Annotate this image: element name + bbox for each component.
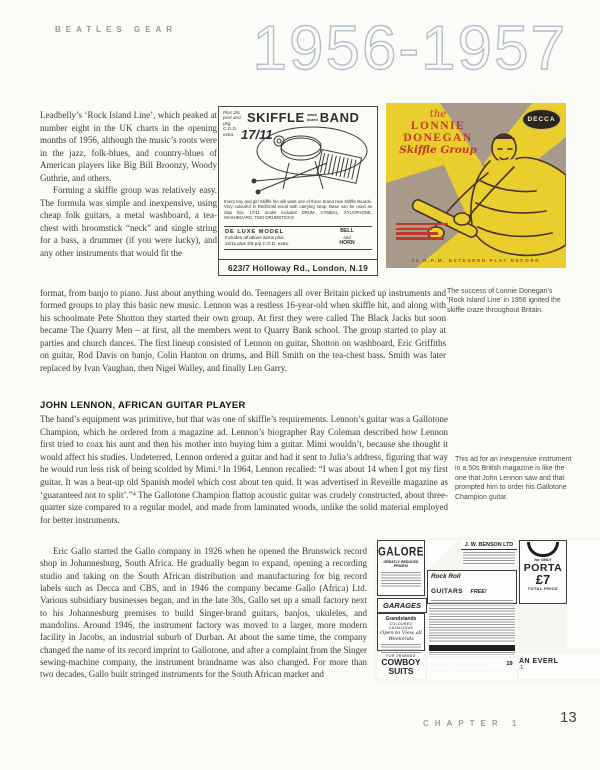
chapter-year-range: 1956-1957: [252, 14, 567, 83]
skiffle-ad-title-washboard: wash board: [306, 112, 318, 122]
collage-benson-ad: [461, 540, 517, 566]
sleeve-artist-last-name: DONEGAN: [403, 132, 473, 144]
decca-logo: DECCA: [522, 109, 561, 130]
paragraph-leadbelly: Leadbelly’s ‘Rock Island Line’, which peaked at number eight in the UK charts in the opening months of 1956, although the music’s roots were in the jazz, folk-blues, and country-blues of American players like Big Bill Broonzy, Woody Guthrie, and others.: [40, 110, 217, 183]
dark-headline-bar: [429, 645, 515, 651]
sleeve-artist-first-name: LONNIE: [410, 120, 466, 132]
porta-price: £7: [535, 572, 551, 587]
footer-chapter-label: CHAPTER 1: [423, 719, 523, 728]
donegan-record-sleeve: [386, 103, 566, 268]
everl-subline: .1.: [519, 665, 525, 671]
sleeve-track-list-lines: [396, 223, 448, 242]
collage-garages-ad: GARAGES: [377, 598, 427, 613]
body-column-narrow: [40, 109, 217, 260]
skiffle-ad-title-band: BAND: [319, 110, 360, 125]
stamp-collecting-label: STAMP COLLECTING: [430, 661, 487, 667]
collage-stamp-collecting-bar: [427, 658, 517, 670]
section-heading: JOHN LENNON, AFRICAN GUITAR PLAYER: [40, 400, 246, 411]
deluxe-model-extras: BELL and HORN: [339, 228, 355, 246]
rockroll-free: FREE!: [470, 589, 487, 595]
collage-porta-ad: [519, 540, 567, 604]
sleeve-group-name: Skiffle Group: [399, 144, 477, 156]
porta-total-price: TOTAL PRICE: [527, 587, 559, 591]
skiffle-board-ad: [218, 106, 378, 276]
cowboy-line2: COWBOY: [381, 657, 421, 667]
skiffle-ad-address: 623/7 Holloway Rd., London, N.19: [219, 259, 377, 273]
everl-headline: AN EVERL: [519, 658, 559, 665]
skiffle-ad-deluxe-box: [224, 226, 372, 250]
footer-page-number: 13: [560, 709, 577, 726]
paragraph-gallotone: The band’s equipment was primitive, but that was one of skiffle’s requirements. Lennon’s guitar was a Gallotone Champion, which he ordered from a magazine ad. Lennon’s biographer Ray Coleman described how Lennon first tried to coax his aunt and then his mother into buying him a guitar. Mimi wouldn’t, because she thought it would affect his studies. Undeterred, Lennon ordered a guitar and had it sent to Julia’s address, figuring that way he would run less risk of being scolded by Mimi.³ In 1964, Lennon recalled: “I was about 14 when I got my first guitar. It was a beat-up old Spanish model which cost about ten quid. It was advertised in Reveille magazine as ‘guaranteed not to split’.”⁴ The Gallotone Champion flattop acoustic guitar was crudely constructed, about three-quarter size compared to a regular model, and made from laminated woods, unlike the solid material employed for better instruments.: [40, 414, 448, 525]
benson-headline: J. W. BENSON LTD: [461, 540, 517, 550]
galore-subline: GREATLY REDUCED PRICES!: [383, 560, 419, 568]
deluxe-model-line1: Includes all above items plus: [225, 235, 284, 240]
catalogue-line1: Grandstands: [385, 616, 417, 622]
newsprint-texture: [463, 552, 515, 564]
deluxe-model-line2: 22/11 plus 3/6 p/p C.O.D. extra.: [225, 241, 290, 246]
newsprint-texture: [429, 608, 515, 642]
book-title: BEATLES GEAR: [55, 25, 178, 34]
newspaper-ad-collage: [375, 538, 600, 681]
collage-photo-block: [427, 671, 517, 680]
skiffle-ad-postage-note: Plus 2/6 post and pkg. C.O.D. extra.: [223, 110, 241, 137]
newsprint-texture: [381, 644, 421, 653]
collage-everl-ad: [519, 654, 600, 679]
deluxe-model-title: DE LUXE MODEL: [225, 229, 284, 235]
collage-cowboy-suits-ad: [377, 653, 425, 679]
galore-headline: GALORE: [378, 545, 424, 560]
striped-corner-graphic: [427, 540, 459, 570]
stamp-badge-number: 19: [506, 660, 513, 667]
collage-dense-newsprint: [427, 606, 517, 656]
collage-right-newsprint-strip: [567, 540, 600, 648]
collage-catalogue-ad: [377, 613, 425, 651]
sleeve-format-line: 45 R.P.M. EXTENDED PLAY RECORD: [411, 258, 541, 263]
skiffle-ad-body-text: Every boy and girl Skiffle fan will want one of these brand new Skiffle Boards. Very colourful in Red/Gold wood with carrying strap. Base can be used as clap box. 17/11 model includes DRUM, CYMBAL, XYLOPHONE, WASHBOARD, TWO DRUMSTICKS: [224, 199, 372, 221]
skiffle-ad-title-skiffle: SKIFFLE: [247, 110, 305, 125]
paragraph-skiffle-group: Forming a skiffle group was relatively easy. The formula was simple and inexpensive, using cheap folk guitars, a metal washboard, a tea-chest with broomstick “neck” and single string for a bass, a drummer (if you were lucky), and any other instruments that would fit the: [40, 185, 217, 259]
porta-logo-arc: [527, 542, 559, 557]
collage-rock-roll-guitars-ad: [427, 570, 517, 604]
porta-for-only: for ONLY: [534, 557, 552, 562]
sleeve-title-the: the: [429, 109, 447, 120]
skiffle-kit-illustration: [249, 123, 375, 197]
catalogue-line3: Open to View all Weekends: [380, 630, 422, 642]
newsprint-texture: [429, 652, 515, 655]
paragraph-quarrymen: format, from banjo to piano. Just about anything would do. Teenagers all over Britain picked up instruments and formed groups to play this basic new music. Lennon was a restless 16-year-old when skiffle hit, and along with his schoolmate Pete Shotton they started their own group. At first they were called The Black Jacks but soon became The Quarry Men – at first, all the members went to Quarry Bank school. The group started to play at parties and church dances. The first lineup consisted of Lennon on guitar, Shotton on washboard, Eric Griffiths on guitar, Rod Davis on banjo, Colin Hanton on drums, and Bill Smith on the tea-chest bass. Smith was later replaced by Ivan Vaughan, then Nigel Walley, and finally Len Garry.: [40, 288, 446, 373]
cowboy-line3: SUITS: [388, 665, 414, 676]
collage-galore-ad: [377, 540, 425, 596]
caption-gallotone-ad: This ad for an inexpensive instrument in a 50s British magazine is like the one that John Lennon saw and that prompted him to order his Gallotone Champion guitar.: [455, 456, 572, 501]
sleeve-title: [396, 109, 480, 156]
porta-headline: PORTA: [523, 562, 563, 574]
paragraph-eric-gallo: Eric Gallo started the Gallo company in 1926 when he opened the Brunswick record shop in Johannesburg, South Africa. He gradually began to expand, opening a recording studio and taking on the South African distribution and manufacturing for big record labels such as Decca and CBS, and in 1946 the company became Gallo (Africa) Ltd. Various subsidiary businesses began, and in the late 30s, Gallo set up a small factory next to his Johannesburg premises to build Singer-brand guitars, banjos, ukuleles, and mandolins. Around 1946, the instrument factory was moved to a larger, more modern facility in Jacobs, an industrial suburb of Durban. At about the same time, the company changed the name of its record imprint to Gallotone, and after a complaint from the Singer sewing-machine company, the instrument brandname was also changed. For more than two decades, Gallo built stringed instruments for the South African market and: [40, 546, 367, 680]
rockroll-guitars: GUITARS: [431, 588, 463, 595]
newsprint-texture: [381, 572, 421, 588]
rockroll-line1: Rock Roll: [431, 573, 461, 580]
skiffle-ad-price: 17/11: [241, 127, 273, 142]
catalogue-line2: COLOURED CATALOGUE: [388, 622, 414, 630]
cowboy-line1: FUR TRIMMED: [386, 654, 416, 658]
caption-donegan: The success of Lonnie Donegan’s ‘Rock Island Line’ in 1956 ignited the skiffle craze throughout Britain.: [447, 288, 561, 314]
